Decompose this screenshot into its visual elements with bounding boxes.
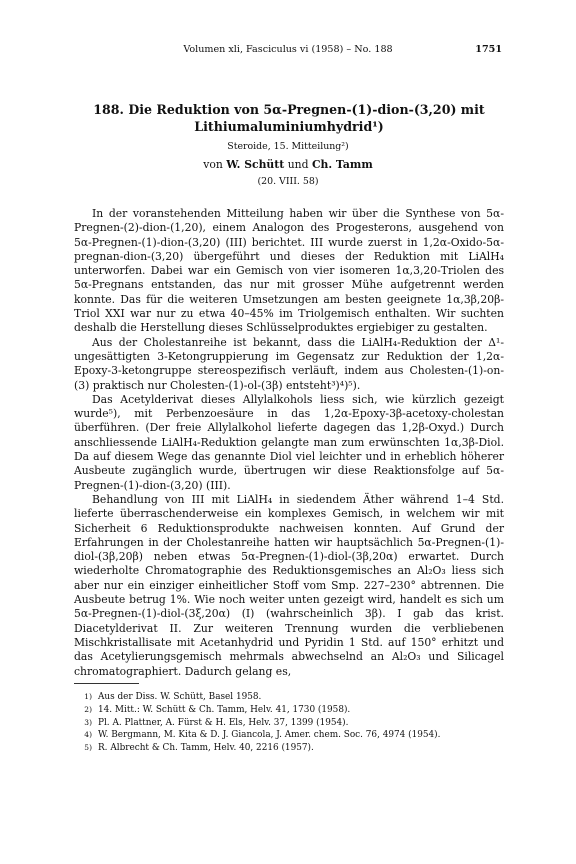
footnote-text: Pl. A. Plattner, A. Fürst & H. Els, Helv. 37, 1399 (1954). bbox=[98, 717, 349, 728]
footnote bbox=[74, 729, 504, 742]
body-paragraph: Behandlung von III mit LiAlH₄ in siedendem Äther während 1–4 Std. lieferte überraschenderweise ein komplexes Gemisch, in welchem wir mit Sicherheit 6 Reduktionsprodukte nachweisen konnten. Auf Grund der Erfahrungen in der Cholestanreihe hatten wir hauptsächlich 5α-Pregnen-(1)-diol-(3β,20β) neben etwas 5α-Pregnen-(1)-diol-(3β,20α) erwartet. Durch wiederholte Chromatographie des Reduktionsgemisches an Al₂O₃ liess sich aber nur ein einziger einheitlicher Stoff vom Smp. 227–230° abtrennen. Die Ausbeute betrug 1%. Wie noch weiter unten gezeigt wird, handelt es sich um 5α-Pregnen-(1)-diol-(3ξ,20α) (I) (wahrscheinlich 3β). I gab das krist. Diacetylderivat II. Zur weiteren Trennung wurden die verbliebenen Mischkristallisate mit Acetanhydrid und Pyridin 1 Std. auf 150° erhitzt und das Acetylierungsgemisch mehrmals abwechselnd an Al₂O₃ und Silicagel chromatographiert. Dadurch gelang es, bbox=[74, 492, 504, 678]
footnote bbox=[74, 742, 504, 755]
running-header bbox=[0, 44, 576, 60]
footnote-mark: 3) bbox=[84, 717, 92, 727]
authors-prefix: von bbox=[203, 158, 223, 171]
page-number: 1751 bbox=[475, 44, 502, 55]
body-paragraph: Das Acetylderivat dieses Allylalkohols liess sich, wie kürzlich gezeigt wurde⁵), mit Perbenzoesäure in das 1,2α-Epoxy-3β-acetoxy-cholestan überführen. (Der freie Allylalkohol lieferte dagegen das 1,2β-Oxyd.) Durch anschliessende LiAlH₄-Reduktion gelangte man zum erwünschten 1α,3β-Diol. Da auf diesem Wege das genannte Diol viel leichter und in erheblich höherer Ausbeute zugänglich wurde, übertrugen wir diese Reaktionsfolge auf 5α-Pregnen-(1)-dion-(3,20) (III). bbox=[74, 392, 504, 492]
received-date: (20. VIII. 58) bbox=[257, 176, 319, 187]
author-line bbox=[0, 158, 576, 171]
footnote bbox=[74, 717, 504, 730]
footnote-text: 14. Mitt.: W. Schütt & Ch. Tamm, Helv. 41, 1730 (1958). bbox=[98, 704, 351, 715]
author-name: W. Schütt bbox=[226, 158, 285, 171]
footnote bbox=[74, 691, 504, 704]
footnote-mark: 4) bbox=[84, 730, 92, 740]
article-title: 188. Die Reduktion von 5α-Pregnen-(1)-dion-(3,20) mit Lithiumaluminiumhydrid¹) bbox=[93, 102, 485, 134]
footnote bbox=[74, 704, 504, 717]
body-paragraph: Aus der Cholestanreihe ist bekannt, dass die LiAlH₄-Reduktion der Δ¹-ungesättigten 3-Ketongruppierung im Gegensatz zur Reduktion der 1,2α-Epoxy-3-ketongruppe stereospezifisch verläuft, indem aus Cholesten-(1)-on-(3) praktisch nur Cholesten-(1)-ol-(3β) entsteht³)⁴)⁵). bbox=[74, 335, 504, 392]
footnote-mark: 1) bbox=[84, 692, 92, 701]
footnote-text: R. Albrecht & Ch. Tamm, Helv. 40, 2216 (1957). bbox=[98, 743, 314, 754]
footnote-text: Aus der Diss. W. Schütt, Basel 1958. bbox=[98, 692, 262, 702]
footnotes bbox=[74, 691, 504, 755]
footnote-divider bbox=[74, 683, 139, 684]
article-subtitle: Steroide, 15. Mitteilung²) bbox=[227, 141, 349, 152]
footnote-mark: 2) bbox=[84, 704, 92, 714]
footnote-text: W. Bergmann, M. Kita & D. J. Giancola, J. Amer. chem. Soc. 76, 4974 (1954). bbox=[98, 730, 441, 741]
body-paragraph: In der voranstehenden Mitteilung haben wir über die Synthese von 5α-Pregnen-(2)-dion-(1,20), einem Analogon des Progesterons, ausgehend von 5α-Pregnen-(1)-dion-(3,20) (III) berichtet. III wurde zuerst in 1,2α-Oxido-5α-pregnan-dion-(3,20) übergeführt und dieses der Reduktion mit LiAlH₄ unterworfen. Dabei war ein Gemisch von vier isomeren 1α,3,20-Triolen des 5α-Pregnans entstanden, das nur mit grosser Mühe aufgetrennt werden konnte. Das für die weiteren Umsetzungen am besten geeignete 1α,3β,20β-Triol XXI war nur zu etwa 40–45% im Triolgemisch enthalten. Wir suchten deshalb die Herstellung dieses Schlüsselproduktes ergiebiger zu gestalten. bbox=[74, 207, 504, 335]
article-body bbox=[74, 207, 504, 679]
footnote-mark: 5) bbox=[84, 743, 92, 753]
authors-conjunction: und bbox=[287, 158, 309, 171]
journal-issue-line: Volumen xli, Fasciculus vi (1958) – No. 188 bbox=[183, 44, 393, 55]
author-name: Ch. Tamm bbox=[311, 158, 373, 171]
